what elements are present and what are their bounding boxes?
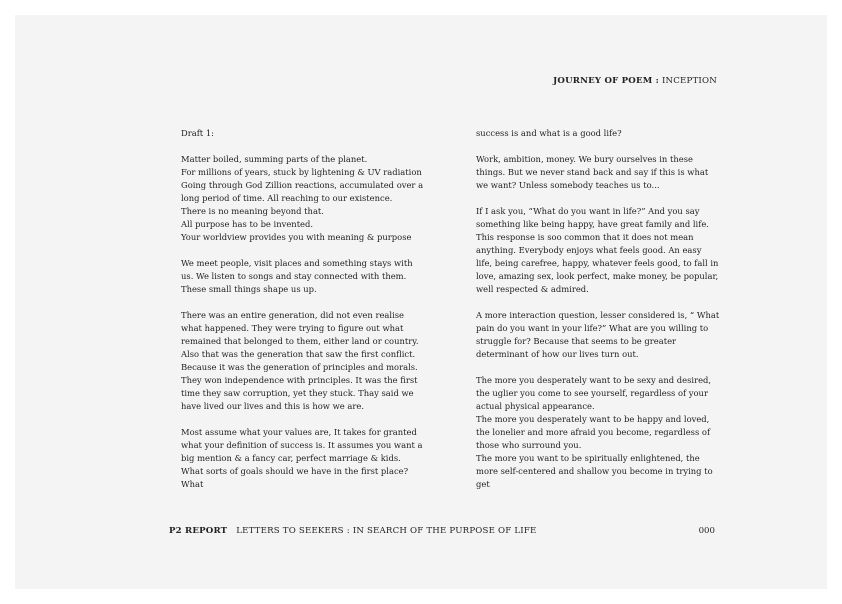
left-paragraph-2: We meet people, visit places and something stays with us. We listen to songs and stay connected with them. These small things shape us up.: [181, 258, 413, 294]
left-paragraph-4: Most assume what your values are, It takes for granted what your definition of success is. It assumes you want a big mention & a fancy car, perfect marriage & kids. What sorts of goals should we have in the first place? What: [181, 427, 423, 489]
footer-label-bold: P2 REPORT: [169, 526, 228, 536]
page-footer: [169, 526, 537, 536]
paragraph-line: The more you desperately want to be sexy and desired, the uglier you come to see yourself, regardless of your actual physical appearance.: [476, 375, 712, 411]
right-text-column: [476, 127, 720, 504]
page-header: [553, 76, 717, 86]
stanza-line: Matter boiled, summing parts of the planet.: [181, 154, 368, 164]
paragraph-line: The more you want to be spiritually enlightened, the more self-centered and shallow you become in trying to get: [476, 453, 713, 489]
page-number: 000: [698, 526, 715, 536]
right-paragraph-2: Work, ambition, money. We bury ourselves in these things. But we never stand back and say if this is what we want? Unless somebody teaches us to...: [476, 154, 709, 190]
report-page: [15, 15, 827, 589]
footer-label-rest: LETTERS TO SEEKERS : IN SEARCH OF THE PURPOSE OF LIFE: [236, 526, 537, 536]
draft-heading: Draft 1:: [181, 128, 214, 138]
left-text-column: [181, 127, 425, 504]
stanza-line: Your worldview provides you with meaning & purpose: [181, 232, 412, 242]
header-title-bold: JOURNEY OF POEM :: [553, 76, 660, 86]
stanza-line: For millions of years, stuck by lightening & UV radiation: [181, 167, 422, 177]
stanza-1: [181, 153, 425, 244]
header-title-rest: INCEPTION: [661, 76, 717, 86]
right-paragraph-4: A more interaction question, lesser considered is, “ What pain do you want in your life?” What are you willing to struggle for? Because that seems to be greater determinant of how our lives turn out.: [476, 310, 720, 359]
paragraph-line: The more you desperately want to be happy and loved, the lonelier and more afraid you become, regardless of those who surround you.: [476, 414, 711, 450]
right-paragraph-1: success is and what is a good life?: [476, 128, 622, 138]
stanza-line: Going through God Zillion reactions, accumulated over a long period of time. All reaching to our existence.: [181, 180, 424, 203]
stanza-line: All purpose has to be invented.: [181, 219, 314, 229]
left-paragraph-3: There was an entire generation, did not even realise what happened. They were trying to figure out what remained that belonged to them, either land or country. Also that was the generation that saw the first conflict. Because it was the generation of principles and morals. They won independence with principles. It was the first time they saw corruption, yet they stuck. Thay said we have lived our lives and this is how we are.: [181, 310, 419, 411]
stanza-line: There is no meaning beyond that.: [181, 206, 324, 216]
right-paragraph-3: If I ask you, “What do you want in life?” And you say something like being happy, have great family and life. This response is soo common that it does not mean anything. Everybody enjoys what feels good. An easy life, being carefree, happy, whatever feels good, to fall in love, amazing sex, look perfect, make money, be popular, well respected & admired.: [476, 206, 719, 294]
right-paragraph-5: [476, 374, 720, 491]
